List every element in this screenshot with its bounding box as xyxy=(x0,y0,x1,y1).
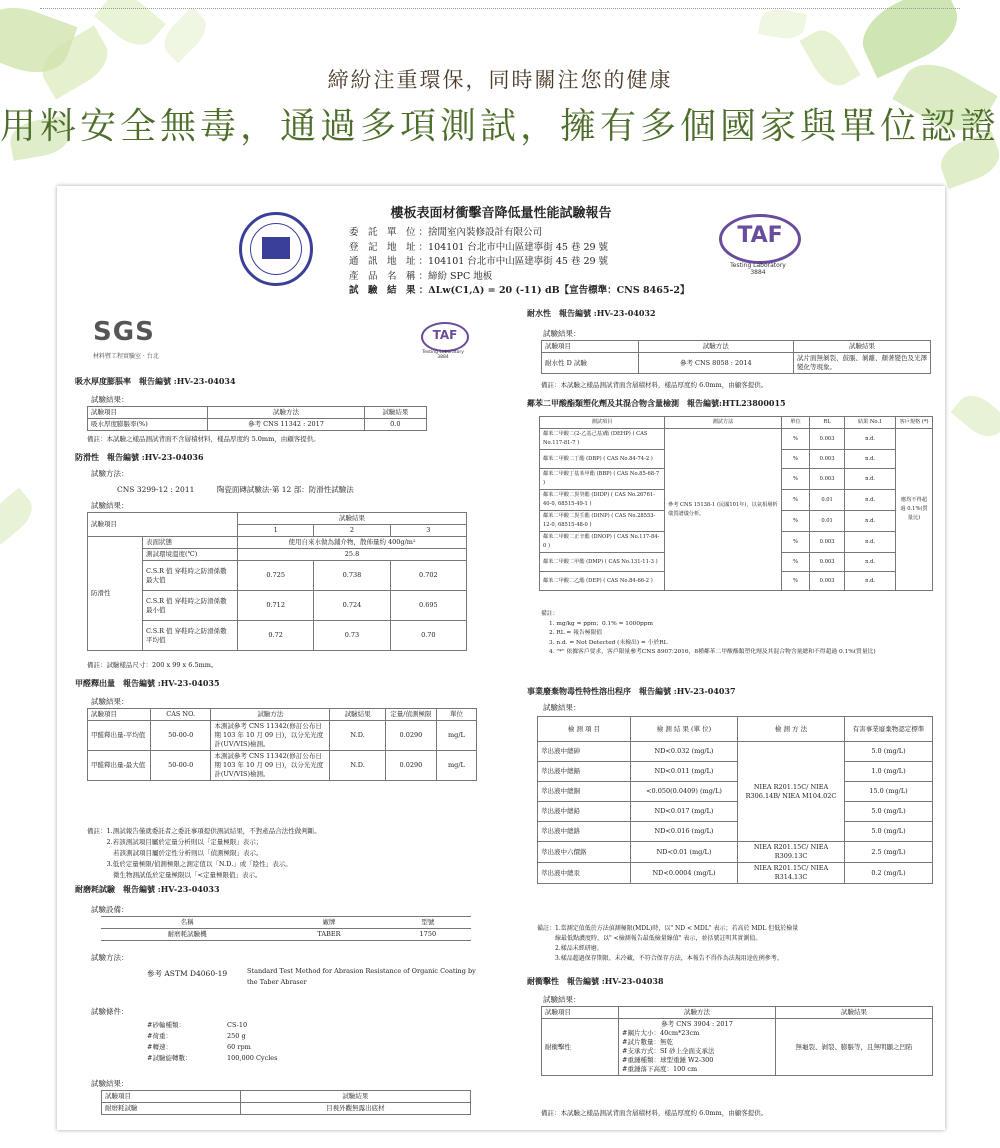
formaldehyde-title: 甲醛釋出量 報告編號 :HV-23-04035 xyxy=(75,678,220,688)
abrasion-result-table xyxy=(101,1090,471,1115)
table-cell: 萃出液中總銅 xyxy=(538,782,631,802)
table-cell: ND<0.032 (mg/L) xyxy=(631,742,738,762)
sgs-subtitle: 材料暨工程實驗室 · 台北 xyxy=(93,353,159,360)
table-header: 名稱 xyxy=(180,918,194,926)
table-cell: n.d. xyxy=(845,490,896,511)
table-cell: 鄰苯二甲酸二乙酯 (DEP) ( CAS No.84-66-2 ) xyxy=(540,572,665,591)
table-cell: n.d. xyxy=(845,450,896,469)
phthalate-table xyxy=(539,416,933,591)
info-product: 產 品 名 稱 ：締紛 SPC 地板 xyxy=(349,270,493,282)
slip-table xyxy=(87,512,467,651)
abrasion-result-label: 試驗結果： xyxy=(91,1079,129,1088)
note-line: 2.樣品未經研磨。 xyxy=(537,945,603,952)
taf-lab-number: 3884 xyxy=(750,269,766,276)
table-cell: 萃出液中總鎘 xyxy=(538,762,631,782)
table-cell: 鄰苯二甲酸二丁酯 (DBP) ( CAS No.84-74-2 ) xyxy=(540,450,665,469)
table-cell: 無龜裂、剝裂、膨脹等，且無明顯之凹陷 xyxy=(776,1019,933,1076)
table-cell: ND<0.017 (mg/L) xyxy=(631,802,738,822)
table-cell: % xyxy=(782,490,810,511)
taf-small-lab-label: Testing Laboratory xyxy=(422,350,464,355)
table-cell: 參考 CNS 11342 : 2017 xyxy=(208,419,364,431)
note-line: 微生物測試低於定量極限以「<定量極限值」表示。 xyxy=(87,871,262,879)
table-cell: 0.702 xyxy=(390,561,466,591)
method-line: 參考 CNS 3904 : 2017 xyxy=(661,1020,733,1028)
table-header: 試驗項目 xyxy=(542,341,639,353)
table-cell: 5.0 (mg/L) xyxy=(845,802,933,822)
impact-result-label: 試驗結果： xyxy=(543,995,581,1004)
table-cell: 1750 xyxy=(419,930,437,938)
slip-category: 防滑性 xyxy=(88,537,143,651)
table-header: 3 xyxy=(390,525,466,537)
table-cell: 耐水性 D 試驗 xyxy=(542,353,639,374)
note-line: 3. n.d. = Not Detected (未檢出) = 小於RL xyxy=(549,639,668,646)
table-cell: 0.725 xyxy=(238,561,314,591)
abrasion-device-label: 試驗設備： xyxy=(91,905,129,914)
tclp-notes xyxy=(537,924,935,964)
water-resistance-title: 耐水性 報告編號 :HV-23-04032 xyxy=(527,308,656,318)
note-line: 1. mg/kg = ppm；0.1% = 1000ppm xyxy=(549,620,653,627)
table-cell: % xyxy=(782,572,810,591)
table-cell: 萃出液中總鉛 xyxy=(538,802,631,822)
table-row xyxy=(538,762,933,782)
formaldehyde-notes xyxy=(87,826,321,881)
table-cell: n.d. xyxy=(845,553,896,572)
table-row xyxy=(538,863,933,884)
table-cell: 測試環境溫度(℃) xyxy=(143,549,238,561)
table-cell: 1.0 (mg/L) xyxy=(845,762,933,782)
table-header: CAS NO. xyxy=(151,709,211,721)
water-resistance-result-label: 試驗結果： xyxy=(543,329,581,338)
table-header: 試驗方法 xyxy=(208,407,364,419)
table-header: 廠牌 xyxy=(322,918,336,926)
table-cell: 甲醛釋出量-平均值 xyxy=(88,721,151,751)
note-line: 備註：1.當測定值低於方法偵測極限(MDL)時，以" ND < MDL" 表示；若高於 MDL 但低於檢量 xyxy=(537,925,799,932)
table-header: 客戶規格 (*) xyxy=(896,417,933,429)
condition-row xyxy=(147,1031,278,1042)
tclp-title: 事業廢棄物毒性特性溶出程序 報告編號 :HV-23-04037 xyxy=(527,686,736,696)
table-row xyxy=(538,802,933,822)
table-cell: 鄰苯二甲酸二(2-乙基己基)酯 (DEHP) ( CAS No.117-81-7 ) xyxy=(540,429,665,450)
table-header: 檢 測 結 果 (單 位) xyxy=(631,717,738,742)
taf-logo-small: TAF xyxy=(421,322,469,352)
abrasion-cond-label: 試驗條件： xyxy=(91,1007,129,1016)
header-subtitle: 締紛注重環保，同時關注您的健康 xyxy=(327,68,673,92)
taf-lab-label: Testing Laboratory xyxy=(730,262,786,269)
note-line: 備註： xyxy=(541,611,559,617)
table-cell: 0.003 xyxy=(810,469,845,490)
table-header: 試驗結果 xyxy=(238,513,467,525)
table-header: 試驗方法 xyxy=(619,1007,776,1019)
table-header: 檢 測 項 目 xyxy=(538,717,631,742)
table-cell: 0.724 xyxy=(314,591,390,621)
table-header: 試驗項目 xyxy=(542,1007,619,1019)
table-cell: N.D. xyxy=(330,721,386,751)
note-line: 2.若該測試項目屬於定量分析則以「定量極限」表示； xyxy=(87,838,263,846)
table-cell: 耐磨耗試驗機 xyxy=(167,930,207,938)
impact-table xyxy=(541,1006,933,1076)
condition-value: 100,000 Cycles xyxy=(227,1054,278,1062)
table-header: 試驗結果 xyxy=(776,1007,933,1019)
table-cell: 參考 CNS 8058 : 2014 xyxy=(638,353,793,374)
condition-row xyxy=(147,1053,278,1064)
condition-label: #試驗旋轉數： xyxy=(147,1054,192,1062)
table-header: RL xyxy=(810,417,845,429)
table-cell: <0.050(0.0409) (mg/L) xyxy=(631,782,738,802)
table-cell: ND<0.011 (mg/L) xyxy=(631,762,738,782)
table-cell: 甲醛釋出量-最大值 xyxy=(88,751,151,781)
table-header: 1 xyxy=(238,525,314,537)
table-cell: C.S.R 值 穿鞋時之防滑係數 最大值 xyxy=(143,561,238,591)
impact-note: 備註：本試驗之樣品測試背面含層積材料，樣品厚度約 6.0mm，由顧客提供。 xyxy=(541,1109,768,1117)
table-cell: 本測試參考 CNS 11342(修訂公布日期 103 年 10 月 09 日)，以分光光度計(UV/VIS)檢測。 xyxy=(211,721,330,751)
table-cell: 0.695 xyxy=(390,591,466,621)
table-header: 試驗方法 xyxy=(211,709,330,721)
table-row xyxy=(88,721,477,751)
table-row xyxy=(538,842,933,863)
table-header: 試驗項目 xyxy=(102,1091,241,1103)
table-cell: TABER xyxy=(317,930,341,938)
table-header: 試驗項目 xyxy=(88,513,238,537)
table-cell: 15.0 (mg/L) xyxy=(845,782,933,802)
table-cell: 0.72 xyxy=(238,621,314,651)
table-cell: 鄰苯二甲酸丁基苯甲酯 (BBP) ( CAS No.85-68-7 ) xyxy=(540,469,665,490)
water-swelling-table xyxy=(87,406,427,431)
formaldehyde-table xyxy=(87,708,477,781)
table-cell: 0.712 xyxy=(238,591,314,621)
table-cell: 0.003 xyxy=(810,532,845,553)
table-header: 結果 No.1 xyxy=(845,417,896,429)
abrasion-conditions xyxy=(147,1020,278,1064)
table-cell: mg/L xyxy=(436,751,476,781)
top-divider xyxy=(40,8,960,9)
note-line: 2. RL = 報告極限值 xyxy=(549,630,603,636)
table-cell: % xyxy=(782,532,810,553)
abrasion-method-label: 試驗方法： xyxy=(91,953,129,962)
table-cell: 鄰苯二甲酸二甲酯 (DMP) ( CAS No.131-11-3 ) xyxy=(540,553,665,572)
info-result: 試 驗 結 果 ：ΔLw(C1,Δ) = 20 (-11) dB【宣告標準：CNS 8465-2】 xyxy=(349,285,690,296)
table-row xyxy=(540,429,933,450)
table-cell: 萃出液中總鉻 xyxy=(538,822,631,842)
table-cell: ND<0.0004 (mg/L) xyxy=(631,863,738,884)
table-cell: 0.003 xyxy=(810,572,845,591)
abrasion-method-ref: 參考 ASTM D4060-19 xyxy=(147,969,228,978)
phthalate-title: 鄰苯二甲酸酯類塑化劑及其混合物含量檢測 報告編號:HTL23800015 xyxy=(527,398,786,408)
table-cell: 0.01 xyxy=(810,511,845,532)
table-cell: % xyxy=(782,450,810,469)
table-header: 定量/偵測極限 xyxy=(385,709,436,721)
impact-title: 耐衝擊性 報告編號 :HV-23-04038 xyxy=(527,976,664,986)
method-line: #支承方式：SI 砂上全面支承法 xyxy=(622,1047,715,1055)
table-cell: 本測試參考 CNS 11342(修訂公布日期 103 年 10 月 09 日)，以分光光度計(UV/VIS)檢測。 xyxy=(211,751,330,781)
note-line: 若該測試項目屬於定性分析則以「偵測極限」表示。 xyxy=(87,849,263,857)
table-header: 測試項目 xyxy=(540,417,665,429)
table-cell: 0.003 xyxy=(810,450,845,469)
table-cell: 0.2 (mg/L) xyxy=(845,863,933,884)
table-cell: n.d. xyxy=(845,511,896,532)
phthalate-method: 參考 CNS 15138-1 (民國101年)，以氣相層析儀質譜儀分析。 xyxy=(665,429,782,591)
report-info xyxy=(349,226,690,299)
table-cell: 5.0 (mg/L) xyxy=(845,822,933,842)
info-mail-address: 通 訊 地 址 ：104101 台北市中山區建寧街 45 巷 29 號 xyxy=(349,256,609,267)
taf-logo: TAF xyxy=(719,214,801,264)
table-cell: 0.738 xyxy=(314,561,390,591)
note-line: 3.低於定量極限/偵測極限之測定值以「N.D.」或「陰性」表示。 xyxy=(87,860,292,868)
table-header: 單位 xyxy=(782,417,810,429)
table-cell: n.d. xyxy=(845,469,896,490)
table-cell: ND<0.016 (mg/L) xyxy=(631,822,738,842)
condition-row xyxy=(147,1042,278,1053)
slip-note: 備註：試驗樣品尺寸：200 x 99 x 6.5mm。 xyxy=(87,661,218,669)
table-cell: n.d. xyxy=(845,572,896,591)
tclp-table xyxy=(537,716,933,884)
water-swelling-note: 備註：本試驗之樣品測試背面不含層積材料，樣品厚度約 5.0mm，由顧客提供。 xyxy=(87,435,320,443)
table-header: 有害事業廢棄物認定標準 xyxy=(845,717,933,742)
formaldehyde-result-label: 試驗結果： xyxy=(91,697,129,706)
table-cell: 0.73 xyxy=(314,621,390,651)
table-cell: 鄰苯二甲酸二正辛酯 (DNOP) ( CAS No.117-84-0 ) xyxy=(540,532,665,553)
table-cell: 目視外觀無露出底材 xyxy=(240,1103,470,1115)
slip-resistance-title: 防滑性 報告編號 :HV-23-04036 xyxy=(75,452,204,462)
table-cell: 0.003 xyxy=(810,429,845,450)
table-cell: mg/L xyxy=(436,721,476,751)
abrasion-device-table xyxy=(101,916,471,941)
table-cell: 萃出液中六價鉻 xyxy=(538,842,631,863)
table-header: 試驗項目 xyxy=(88,709,151,721)
water-swelling-result-label: 試驗結果： xyxy=(91,395,129,404)
taf-small-lab-number: 3884 xyxy=(437,355,449,360)
note-line: 4. "*" 依據客戶要求，客戶限量參考CNS 8907:2016，8種鄰苯二甲酸酯類塑化劑及其混合物含量總和不得超過 0.1%(質量比) xyxy=(549,649,876,655)
condition-label: #荷重： xyxy=(147,1032,172,1040)
table-cell: 鄰苯二甲酸二異壬酯 (DINP) ( CAS No.28553-12-0, 68515-48-0 ) xyxy=(540,511,665,532)
condition-value: 250 g xyxy=(227,1032,246,1040)
report-title: 樓板表面材衝擊音降低量性能試驗報告 xyxy=(390,206,612,221)
table-cell: n.d. xyxy=(845,429,896,450)
method-line: #重錘種類：球型重錘 W2-300 xyxy=(622,1056,714,1064)
method-line: #鋼片大小：40cm*23cm xyxy=(622,1029,700,1037)
table-cell: N.D. xyxy=(330,751,386,781)
table-row xyxy=(538,822,933,842)
table-cell: 25.8 xyxy=(238,549,467,561)
table-cell: 萃出液中總砷 xyxy=(538,742,631,762)
abrasion-title: 耐磨耗試驗 報告編號 :HV-23-04033 xyxy=(75,884,220,894)
condition-value: 60 rpm xyxy=(227,1043,251,1051)
table-cell: % xyxy=(782,553,810,572)
slip-method: CNS 3299-12 : 2011 陶瓷面磚試驗法-第 12 部：防滑性試驗法 xyxy=(117,485,354,494)
abrasion-method-desc: Standard Test Method for Abrasion Resistance of Organic Coating by the Taber Abraser xyxy=(247,967,476,986)
table-cell: 0.0290 xyxy=(385,721,436,751)
table-header: 試驗結果 xyxy=(330,709,386,721)
test-report-sheet xyxy=(57,186,945,1130)
table-cell: C.S.R 值 穿鞋時之防滑係數 平均值 xyxy=(143,621,238,651)
table-cell: 50-00-0 xyxy=(151,721,211,751)
info-client: 委 託 單 位 ：捨閒室內裝修設計有限公司 xyxy=(349,227,543,238)
table-cell: % xyxy=(782,469,810,490)
table-row xyxy=(538,742,933,762)
condition-label: #轉速： xyxy=(147,1043,172,1051)
table-cell: 0.0290 xyxy=(385,751,436,781)
info-reg-address: 登 記 地 址 ：104101 台北市中山區建寧街 45 巷 29 號 xyxy=(349,241,609,253)
tclp-result-label: 試驗結果： xyxy=(543,703,581,712)
slip-result-label: 試驗結果： xyxy=(91,501,129,510)
table-cell: 試片面無剝裂、鼓脹、剝離、顏著變色及光澤變化等現象。 xyxy=(794,353,931,374)
table-cell: 耐磨耗試驗 xyxy=(102,1103,241,1115)
table-cell: NIEA R201.15C/ NIEA R309.13C xyxy=(738,842,845,863)
table-cell: % xyxy=(782,429,810,450)
water-resistance-note: 備註：本試驗之樣品測試背面含層積材料，樣品厚度約 6.0mm，由顧客提供。 xyxy=(541,381,768,389)
table-cell: 吸水厚度膨脹率(%) xyxy=(88,419,208,431)
table-cell: 0.0 xyxy=(364,419,426,431)
table-header: 測試方法 xyxy=(665,417,782,429)
condition-label: #砂輪種類： xyxy=(147,1021,185,1029)
water-resistance-table xyxy=(541,340,931,374)
table-header: 試驗結果 xyxy=(364,407,426,419)
method-line: #試片數量：無乾 xyxy=(622,1038,673,1046)
method-line: #重錘落下高度：100 cm xyxy=(622,1065,698,1073)
table-cell: % xyxy=(782,511,810,532)
table-cell: NIEA R201.15C/ NIEA R306.14B/ NIEA M104.02C xyxy=(738,742,845,842)
university-seal-icon xyxy=(239,212,313,286)
table-cell: 50-00-0 xyxy=(151,751,211,781)
table-cell: 0.01 xyxy=(810,490,845,511)
sgs-logo: SGS xyxy=(93,317,155,347)
table-header: 試驗方法 xyxy=(638,341,793,353)
header-title: 用料安全無毒，通過多項測試，擁有多個國家與單位認證 xyxy=(0,106,1000,147)
table-cell: 0.70 xyxy=(390,621,466,651)
table-cell: 使用自來水做為鋪介物，散佈量約 400g/m² xyxy=(238,537,467,549)
table-cell: 0.003 xyxy=(810,553,845,572)
impact-method xyxy=(619,1019,776,1076)
table-cell: 萃出液中總汞 xyxy=(538,863,631,884)
table-cell: C.S.R 值 穿鞋時之防滑係數 最小值 xyxy=(143,591,238,621)
table-header: 單位 xyxy=(436,709,476,721)
table-cell: 鄰苯二甲酸二異癸酯 (DIDP) ( CAS No.26761-40-0, 68515-49-1 ) xyxy=(540,490,665,511)
table-cell: 5.0 (mg/L) xyxy=(845,742,933,762)
phthalate-spec: 應均不得超過 0.1%(質量比) xyxy=(896,429,933,591)
table-cell: 耐衝擊性 xyxy=(542,1019,619,1076)
table-cell: ND<0.01 (mg/L) xyxy=(631,842,738,863)
note-line: 備註：1.測試報告僅就委託者之委託事項提供測試結果，不對產品合法性做判斷。 xyxy=(87,827,321,835)
note-line: 線最低點濃度時，以" <檢測報告最低檢量線值" 表示，並括號註明其實測值。 xyxy=(537,935,762,942)
table-cell: NIEA R201.15C/ NIEA R314.13C xyxy=(738,863,845,884)
table-header: 2 xyxy=(314,525,390,537)
note-line: 3.樣品超過保存期限、未冷藏，不符合保存方法，本報告不得作為法規用途佐例參考。 xyxy=(537,955,783,962)
table-row xyxy=(88,751,477,781)
slip-method-label: 試驗方法： xyxy=(91,469,129,478)
table-cell: 表面狀態 xyxy=(143,537,238,549)
table-header: 檢 測 方 法 xyxy=(738,717,845,742)
table-header: 試驗結果 xyxy=(240,1091,470,1103)
water-swelling-title: 吸水厚度膨脹率 報告編號 :HV-23-04034 xyxy=(75,376,236,386)
table-header: 試驗項目 xyxy=(88,407,208,419)
table-header: 試驗結果 xyxy=(794,341,931,353)
table-cell: n.d. xyxy=(845,532,896,553)
condition-row xyxy=(147,1020,278,1031)
phthalate-notes xyxy=(541,610,931,658)
condition-value: CS-10 xyxy=(227,1021,248,1029)
table-header: 型號 xyxy=(421,918,435,926)
table-cell: 2.5 (mg/L) xyxy=(845,842,933,863)
table-row xyxy=(538,782,933,802)
